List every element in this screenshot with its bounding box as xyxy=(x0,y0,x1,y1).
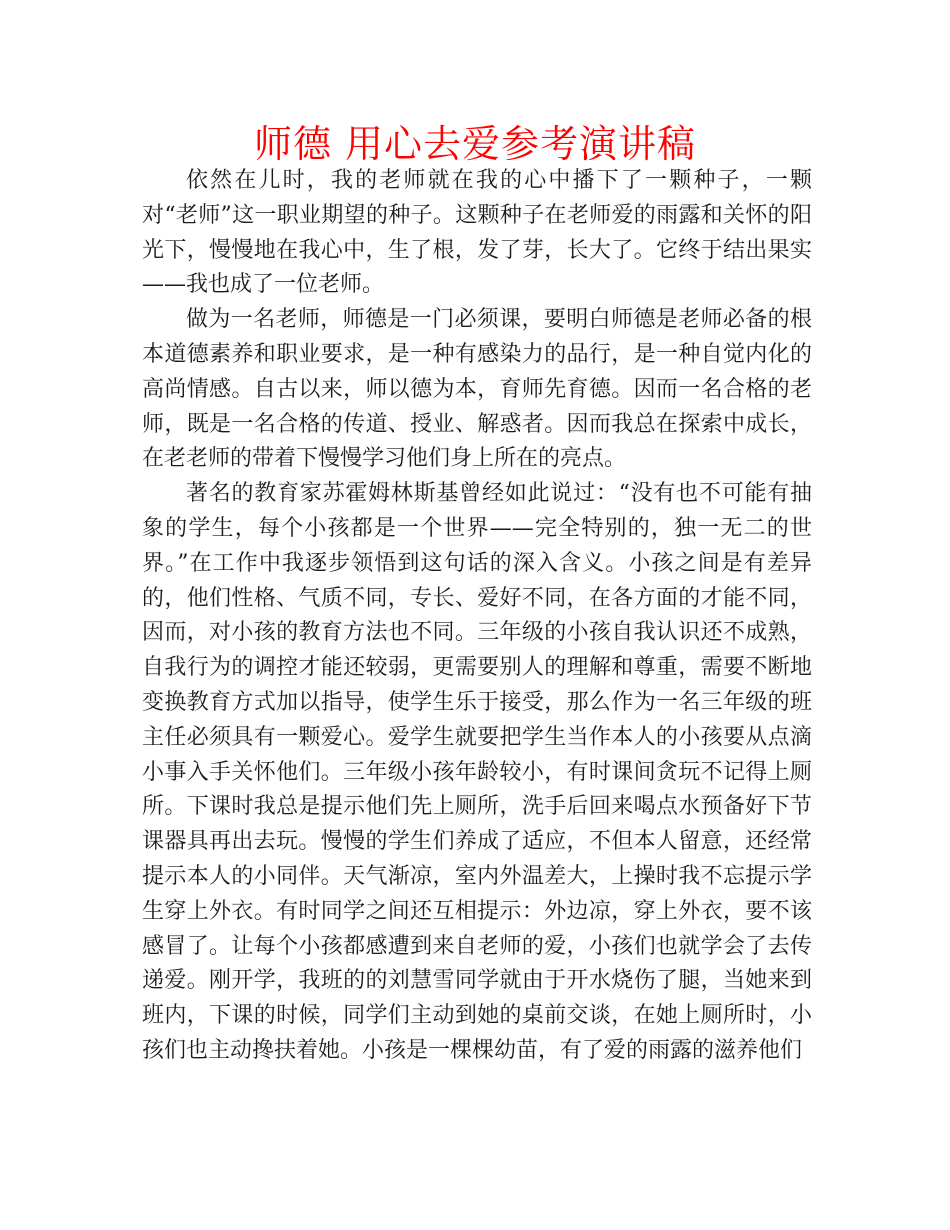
paragraph-1: 依然在儿时，我的老师就在我的心中播下了一颗种子，一颗对“老师”这一职业期望的种子。这颗种子在老师爱的雨露和关怀的阳光下，慢慢地在我心中，生了根，发了芽，长大了。它终于结出果实——我也成了一位老师。 xyxy=(142,168,812,298)
paragraph-2: 做为一名老师，师德是一门必须课，要明白师德是老师必备的根本道德素养和职业要求，是一种有感染力的品行，是一种自觉内化的高尚情感。自古以来，师以德为本，育师先育德。因而一名合格的老师，既是一名合格的传道、授业、解惑者。因而我总在探索中成长，在老老师的带着下慢慢学习他们身上所在的亮点。 xyxy=(142,307,812,472)
document-body xyxy=(142,164,812,1069)
document-title: 师德 用心去爱参考演讲稿 xyxy=(253,122,697,166)
paragraph-3: 著名的教育家苏霍姆林斯基曾经如此说过：“没有也不可能有抽象的学生，每个小孩都是一个世界——完全特别的，独一无二的世界。”在工作中我逐步领悟到这句话的深入含义。小孩之间是有差异的，他们性格、气质不同，专长、爱好不同，在各方面的才能不同，因而，对小孩的教育方法也不同。三年级的小孩自我认识还不成熟，自我行为的调控才能还较弱，更需要别人的理解和尊重，需要不断地变换教育方式加以指导，使学生乐于接受，那么作为一名三年级的班主任必须具有一颗爱心。爱学生就要把学生当作本人的小孩要从点滴小事入手关怀他们。三年级小孩年龄较小，有时课间贪玩不记得上厕所。下课时我总是提示他们先上厕所，洗手后回来喝点水预备好下节课器具再出去玩。慢慢的学生们养成了适应，不但本人留意，还经常提示本人的小同伴。天气渐凉，室内外温差大，上操时我不忘提示学生穿上外衣。有时同学之间还互相提示：外边凉，穿上外衣，要不该感冒了。让每个小孩都感遭到来自老师的爱，小孩们也就学会了去传递爱。刚开学，我班的的刘慧雪同学就由于开水烧伤了腿，当她来到班内，下课的时候，同学们主动到她的桌前交谈，在她上厕所时，小孩们也主动搀扶着她。小孩是一棵棵幼苗，有了爱的雨露的滋养他们 xyxy=(142,481,812,1063)
